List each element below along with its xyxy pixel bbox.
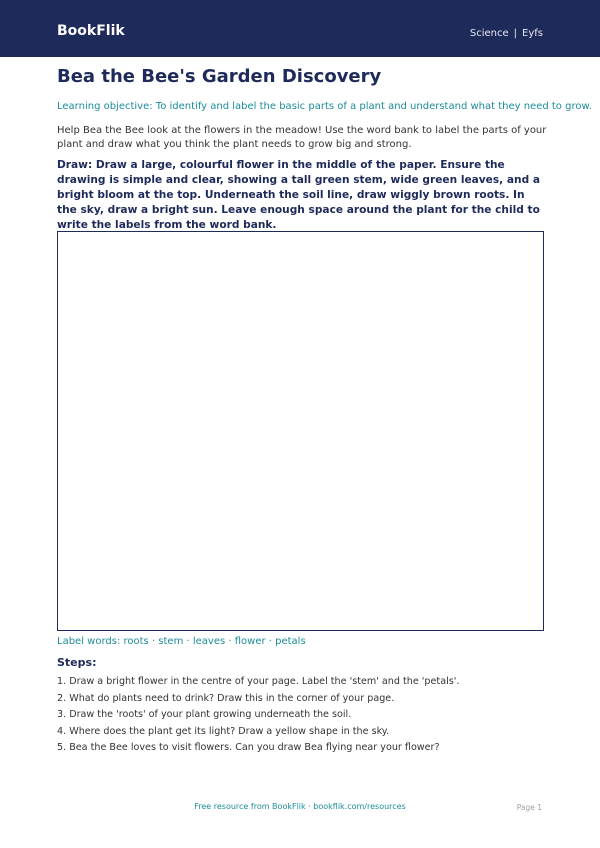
steps-heading: Steps: [57,656,97,669]
intro-text: Help Bea the Bee look at the flowers in the meadow! Use the word bank to label the parts of your plant and draw what you think the plant needs to grow big and strong. [57,125,547,150]
draw-instruction: Draw: Draw a large, colourful flower in the middle of the paper. Ensure the drawing is simple and clear, showing a tall green stem, wide green leaves, and a bright bloom at the top. Underneath the soil line, draw wiggly brown roots. In the sky, draw a bright sun. Leave enough space around the plant for the child to write the labels from the word bank. [57,159,540,231]
word-bank: Label words: roots · stem · leaves · flower · petals [57,636,306,647]
steps-list [57,675,547,758]
drawing-area[interactable] [57,231,544,631]
worksheet-title: Bea the Bee's Garden Discovery [57,66,382,87]
step-item: 2. What do plants need to drink? Draw this in the corner of your page. [57,692,395,704]
footer-credit[interactable]: Free resource from BookFlik · bookflik.com/resources [194,802,406,811]
brand-logo[interactable]: BookFlik [57,23,125,39]
step-item: 1. Draw a bright flower in the centre of your page. Label the 'stem' and the 'petals'. [57,676,460,687]
subject-breadcrumb [470,27,543,40]
header-bar [0,0,600,57]
breadcrumb-separator: | [513,28,518,39]
step-item: 4. Where does the plant get its light? Draw a yellow shape in the sky. [57,725,390,737]
step-item: 3. Draw the 'roots' of your plant growing underneath the soil. [57,709,352,720]
step-item: 5. Bea the Bee loves to visit flowers. Can you draw Bea flying near your flower? [57,742,440,753]
learning-objective: Learning objective: To identify and label the basic parts of a plant and understand what they need to grow. [57,101,592,112]
stage-label: Eyfs [522,28,543,39]
page-number: Page 1 [516,803,542,812]
subject-label: Science [469,28,509,39]
